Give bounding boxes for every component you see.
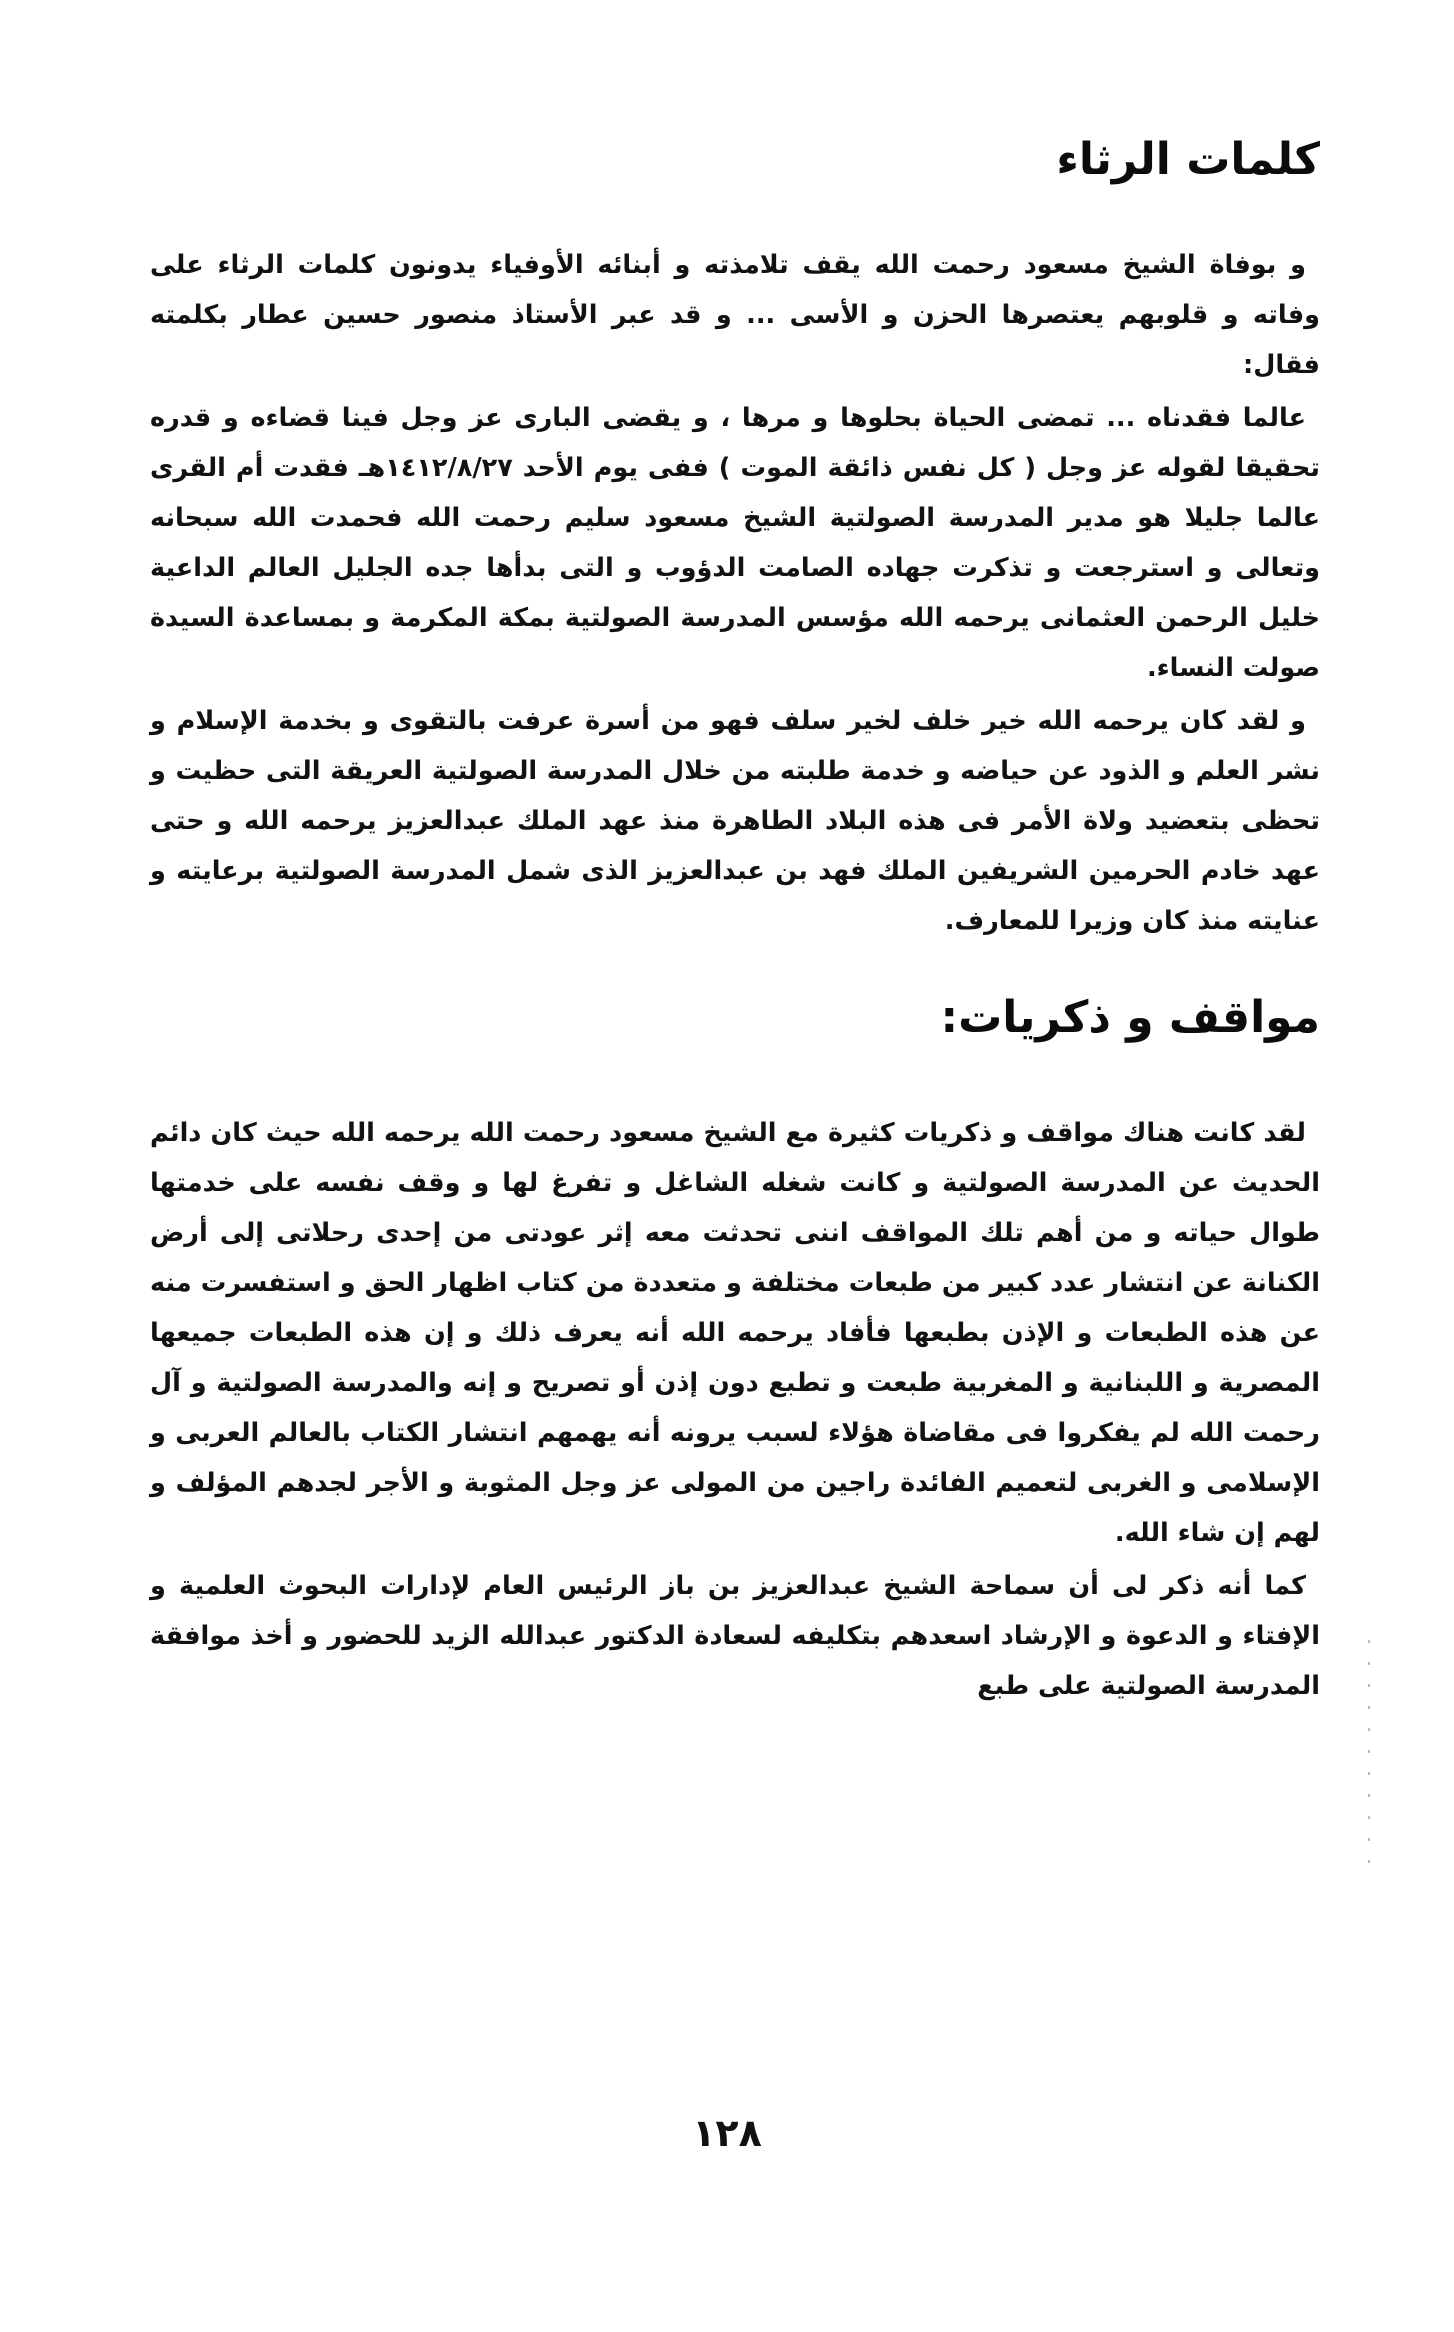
paragraph-memories-second: كما أنه ذكر لى أن سماحة الشيخ عبدالعزيز بن باز الرئيس العام لإدارات البحوث العلمية و الإفتاء و الدعوة و الإرشاد اسعدهم بتكليفه لسعادة الدكتور عبدالله الزيد للحضور و أخذ موافقة المدرسة الصولتية على طبع — [150, 1571, 1320, 1701]
section-title-elegy: كلمات الرثاء — [1056, 134, 1320, 185]
paragraph-elegy-legacy: و لقد كان يرحمه الله خير خلف لخير سلف فهو من أسرة عرفت بالتقوى و بخدمة الإسلام و نشر العلم و الذود عن حياضه و خدمة طلبته من خلال المدرسة الصولتية العريقة التى حظيت و تحظى بتعضيد ولاة الأمر فى هذه البلاد الطاهرة منذ عهد الملك عبدالعزيز يرحمه الله و حتى عهد خادم الحرمين الشريفين الملك فهد بن عبدالعزيز الذى شمل المدرسة الصولتية برعايته و عنايته منذ كان وزيرا للمعارف. — [150, 706, 1320, 936]
page-number: ١٢٨ — [692, 2111, 762, 2155]
scan-margin-artifact — [1368, 1640, 1370, 1870]
page-content — [150, 130, 1320, 1714]
paragraph-elegy-intro: و بوفاة الشيخ مسعود رحمت الله يقف تلامذته و أبنائه الأوفياء يدونون كلمات الرثاء على وفاته و قلوبهم يعتصرها الحزن و الأسى ... و قد عبر الأستاذ منصور حسين عطار بكلمته فقال: — [150, 250, 1320, 380]
section-title-memories: مواقف و ذكريات: — [940, 992, 1320, 1043]
paragraph-elegy-quote: عالما فقدناه ... تمضى الحياة بحلوها و مرها ، و يقضى البارى عز وجل فينا قضاءه و قدره تحقيقا لقوله عز وجل ( كل نفس ذائقة الموت ) ففى يوم الأحد ١٤١٢/٨/٢٧هـ فقدت أم القرى عالما جليلا هو مدير المدرسة الصولتية الشيخ مسعود سليم رحمت الله فحمدت الله سبحانه وتعالى و استرجعت و تذكرت جهاده الصامت الدؤوب و التى بدأها جده الجليل العالم الداعية خليل الرحمن العثمانى يرحمه الله مؤسس المدرسة الصولتية بمكة المكرمة و بمساعدة السيدة صولت النساء. — [150, 403, 1320, 683]
paragraph-memories-first: لقد كانت هناك مواقف و ذكريات كثيرة مع الشيخ مسعود رحمت الله يرحمه الله حيث كان دائم الحديث عن المدرسة الصولتية و كانت شغله الشاغل و تفرغ لها و وقف نفسه على خدمتها طوال حياته و من أهم تلك المواقف اننى تحدثت معه إثر عودتى من إحدى رحلاتى إلى أرض الكنانة عن انتشار عدد كبير من طبعات مختلفة و متعددة من كتاب اظهار الحق و استفسرت منه عن هذه الطبعات و الإذن بطبعها فأفاد يرحمه الله أنه يعرف ذلك و إن هذه الطبعات جميعها المصرية و اللبنانية و المغربية طبعت و تطبع دون إذن أو تصريح و إنه والمدرسة الصولتية و آل رحمت الله لم يفكروا فى مقاضاة هؤلاء لسبب يرونه أنه يهمهم انتشار الكتاب بالعالم العربى و الإسلامى و الغربى لتعميم الفائدة راجين من المولى عز وجل المثوبة و الأجر لجدهم المؤلف و لهم إن شاء الله. — [150, 1118, 1320, 1548]
